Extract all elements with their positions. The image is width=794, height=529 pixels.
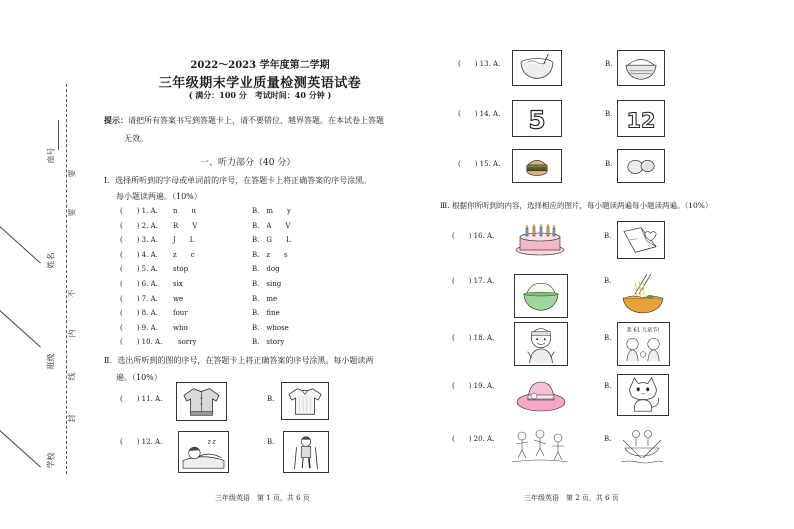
footer-page-2: 三年级英语 第 2 页，共 6 页	[524, 494, 619, 502]
question-18: ( ) 18. A.	[452, 334, 495, 342]
q18-option-a-child[interactable]	[514, 322, 568, 366]
q15-option-a-hamburger[interactable]	[512, 149, 562, 183]
notice-label: 提示：	[104, 115, 128, 125]
seat-field	[58, 120, 59, 150]
q14-b-number: 12	[626, 108, 656, 133]
pink-hat-icon	[514, 374, 568, 416]
class-label: 班级	[46, 353, 56, 370]
q16-option-a-cake[interactable]	[512, 221, 568, 258]
question-4-option-a: z c	[173, 250, 195, 259]
q18-option-b-label: B.	[604, 334, 612, 342]
childrens-day-icon	[618, 323, 669, 365]
q16-option-b-label: B.	[604, 232, 612, 240]
question-11: ( ) 11. A.	[120, 395, 163, 403]
part2-instruction: Ⅱ．选出所听到的图的序号，在答题卡上将正确答案的序号涂黑。每小题读两	[104, 356, 374, 365]
term-title: 2022～2023 学年度第二学期	[190, 60, 330, 71]
question-6-option-b: B. sing	[252, 280, 282, 288]
greeting-card-icon	[618, 222, 664, 258]
sleeping-boy-icon	[179, 432, 228, 472]
question-19: ( ) 19. A.	[452, 382, 495, 390]
question-17: ( ) 17. A.	[452, 277, 495, 285]
question-13: ( ) 13. A.	[458, 60, 501, 68]
fold-text: 线	[67, 372, 77, 381]
part1-instruction: Ⅰ．选择所听到的字母或单词前的序号，在答题卡上将正确答案的序号涂黑。	[104, 176, 372, 185]
question-6-number: ( ) 6. A.	[120, 280, 158, 288]
part1-instruction-2: 每小题读两遍。（10%）	[116, 192, 202, 201]
question-3-option-b: B. G L	[252, 236, 291, 245]
question-5-number: ( ) 5. A.	[120, 265, 158, 274]
question-4-number: ( ) 4. A.	[120, 250, 158, 259]
question-8-option-a: four	[173, 309, 188, 318]
q12-option-b-label: B.	[267, 438, 275, 446]
binding-diagonal	[0, 430, 41, 468]
question-1-option-a: n u	[173, 207, 197, 215]
q12-option-a-sleeping-boy[interactable]	[178, 431, 229, 473]
question-2-number: ( ) 2. A.	[120, 221, 158, 230]
question-9-number: ( ) 9. A.	[120, 323, 158, 332]
q17-option-b-noodles[interactable]	[617, 272, 669, 318]
part3-instruction: Ⅲ. 根据你所听到的内容，选择相应的图片，每小题读两遍每小题读两遍。（10%）	[440, 201, 713, 210]
question-9-option-b: B. whose	[252, 323, 289, 332]
q13-option-b-label: B.	[605, 60, 613, 68]
question-10-option-b: B. story	[252, 338, 285, 347]
cat-icon	[618, 375, 668, 415]
question-16: ( ) 16. A.	[452, 232, 495, 240]
q17-option-a-rice-bowl[interactable]	[514, 274, 568, 318]
fold-text: 不	[67, 289, 77, 298]
binding-diagonal	[0, 226, 41, 264]
notice-text: 请把所有答案书写到答题卡上，请不要错位、越界答题。在本试卷上答题	[128, 116, 384, 125]
q16-option-b-card[interactable]	[617, 221, 665, 259]
q14-option-a-number[interactable]	[512, 100, 562, 137]
question-1-option-b: B. m y	[252, 207, 291, 215]
soup-bowl-icon	[513, 51, 561, 85]
question-15: ( ) 15. A.	[458, 160, 501, 168]
question-20: ( ) 20. A.	[452, 435, 495, 443]
q14-option-b-number[interactable]	[617, 100, 665, 137]
question-7-number: ( ) 7. A.	[120, 294, 158, 303]
name-label: 姓名	[46, 252, 56, 269]
question-5-option-b: B. dog	[252, 265, 280, 274]
q15-option-b-buns[interactable]	[617, 149, 665, 183]
question-2-option-a: R V	[173, 221, 198, 230]
q18-option-b-childrens-day[interactable]	[617, 322, 670, 366]
q20-option-a-playing-children[interactable]	[510, 424, 570, 468]
question-8-number: ( ) 8. A.	[120, 309, 158, 318]
question-5-option-a: stop	[173, 265, 189, 274]
question-12: ( ) 12. A.	[120, 438, 163, 446]
noodles-icon	[617, 272, 669, 318]
rowing-boat-icon	[617, 424, 667, 468]
q19-option-b-cat[interactable]	[617, 374, 669, 416]
part2-instruction-2: 遍。（10%）	[116, 373, 162, 382]
question-10-option-a: sorry	[178, 338, 197, 347]
jacket-icon	[177, 383, 226, 420]
rice-bowl-icon	[618, 51, 664, 85]
fold-text: 要	[67, 169, 77, 178]
q13-option-a-soup[interactable]	[512, 50, 562, 86]
q11-option-b-shirt[interactable]	[281, 382, 329, 420]
q11-option-a-jacket[interactable]	[176, 382, 227, 421]
question-14: ( ) 14. A.	[458, 110, 501, 118]
birthday-cake-icon	[512, 221, 568, 258]
question-10-number: ( ) 10. A.	[120, 338, 163, 347]
binding-diagonal	[0, 310, 41, 348]
question-6-option-a: six	[173, 280, 183, 288]
q20-option-b-label: B.	[604, 435, 612, 443]
q19-option-a-hat[interactable]	[514, 374, 568, 416]
number-five-icon	[513, 101, 561, 136]
green-rice-bowl-icon	[515, 275, 567, 317]
hamburger-icon	[513, 150, 561, 182]
question-3-number: ( ) 3. A.	[120, 236, 158, 245]
child-headband-icon	[515, 323, 567, 365]
question-2-option-b: B. A V	[252, 221, 291, 230]
q14-option-b-label: B.	[605, 110, 613, 118]
exam-title: 三年级期末学业质量检测英语试卷	[158, 76, 362, 91]
childrens-day-sign: 我 61 儿童节!	[626, 327, 660, 334]
question-7-option-a: we	[173, 294, 184, 303]
q17-option-b-label: B.	[604, 277, 612, 285]
question-9-option-a: who	[173, 323, 188, 332]
q11-option-b-label: B.	[267, 395, 275, 403]
fold-text: 封	[67, 414, 77, 423]
fold-text: 要	[67, 208, 77, 217]
q12-option-b-injured-boy[interactable]	[283, 431, 329, 473]
q19-option-b-label: B.	[604, 382, 612, 390]
footer-page-1: 三年级英语 第 1 页，共 6 页	[215, 494, 310, 502]
question-8-option-b: B. fine	[252, 309, 280, 318]
number-twelve-icon	[618, 101, 664, 136]
question-1-number: ( ) 1. A.	[120, 207, 158, 215]
question-3-option-a: J L	[173, 236, 195, 245]
crutches-boy-icon	[284, 432, 328, 472]
q15-option-b-label: B.	[605, 160, 613, 168]
buns-icon	[618, 150, 664, 182]
shirt-icon	[282, 383, 328, 419]
score-time: ( 满分：100 分 考试时间：40 分钟 )	[188, 90, 332, 100]
fold-text: 内	[67, 329, 77, 338]
section-title-listening: 一、听力部分（40 分）	[200, 158, 296, 168]
svg-text:z z: z z	[207, 439, 216, 446]
school-label: 学校	[46, 452, 56, 469]
playing-children-icon	[510, 424, 570, 468]
notice-text-2: 无效。	[124, 134, 148, 143]
question-4-option-b: B. z s	[252, 250, 288, 259]
notice	[104, 115, 384, 126]
q13-option-b-rice[interactable]	[617, 50, 665, 86]
q20-option-b-rowing[interactable]	[617, 424, 667, 468]
question-7-option-b: B. me	[252, 294, 278, 303]
q14-a-number: 5	[528, 105, 546, 135]
seat-label: 座号	[46, 147, 56, 164]
